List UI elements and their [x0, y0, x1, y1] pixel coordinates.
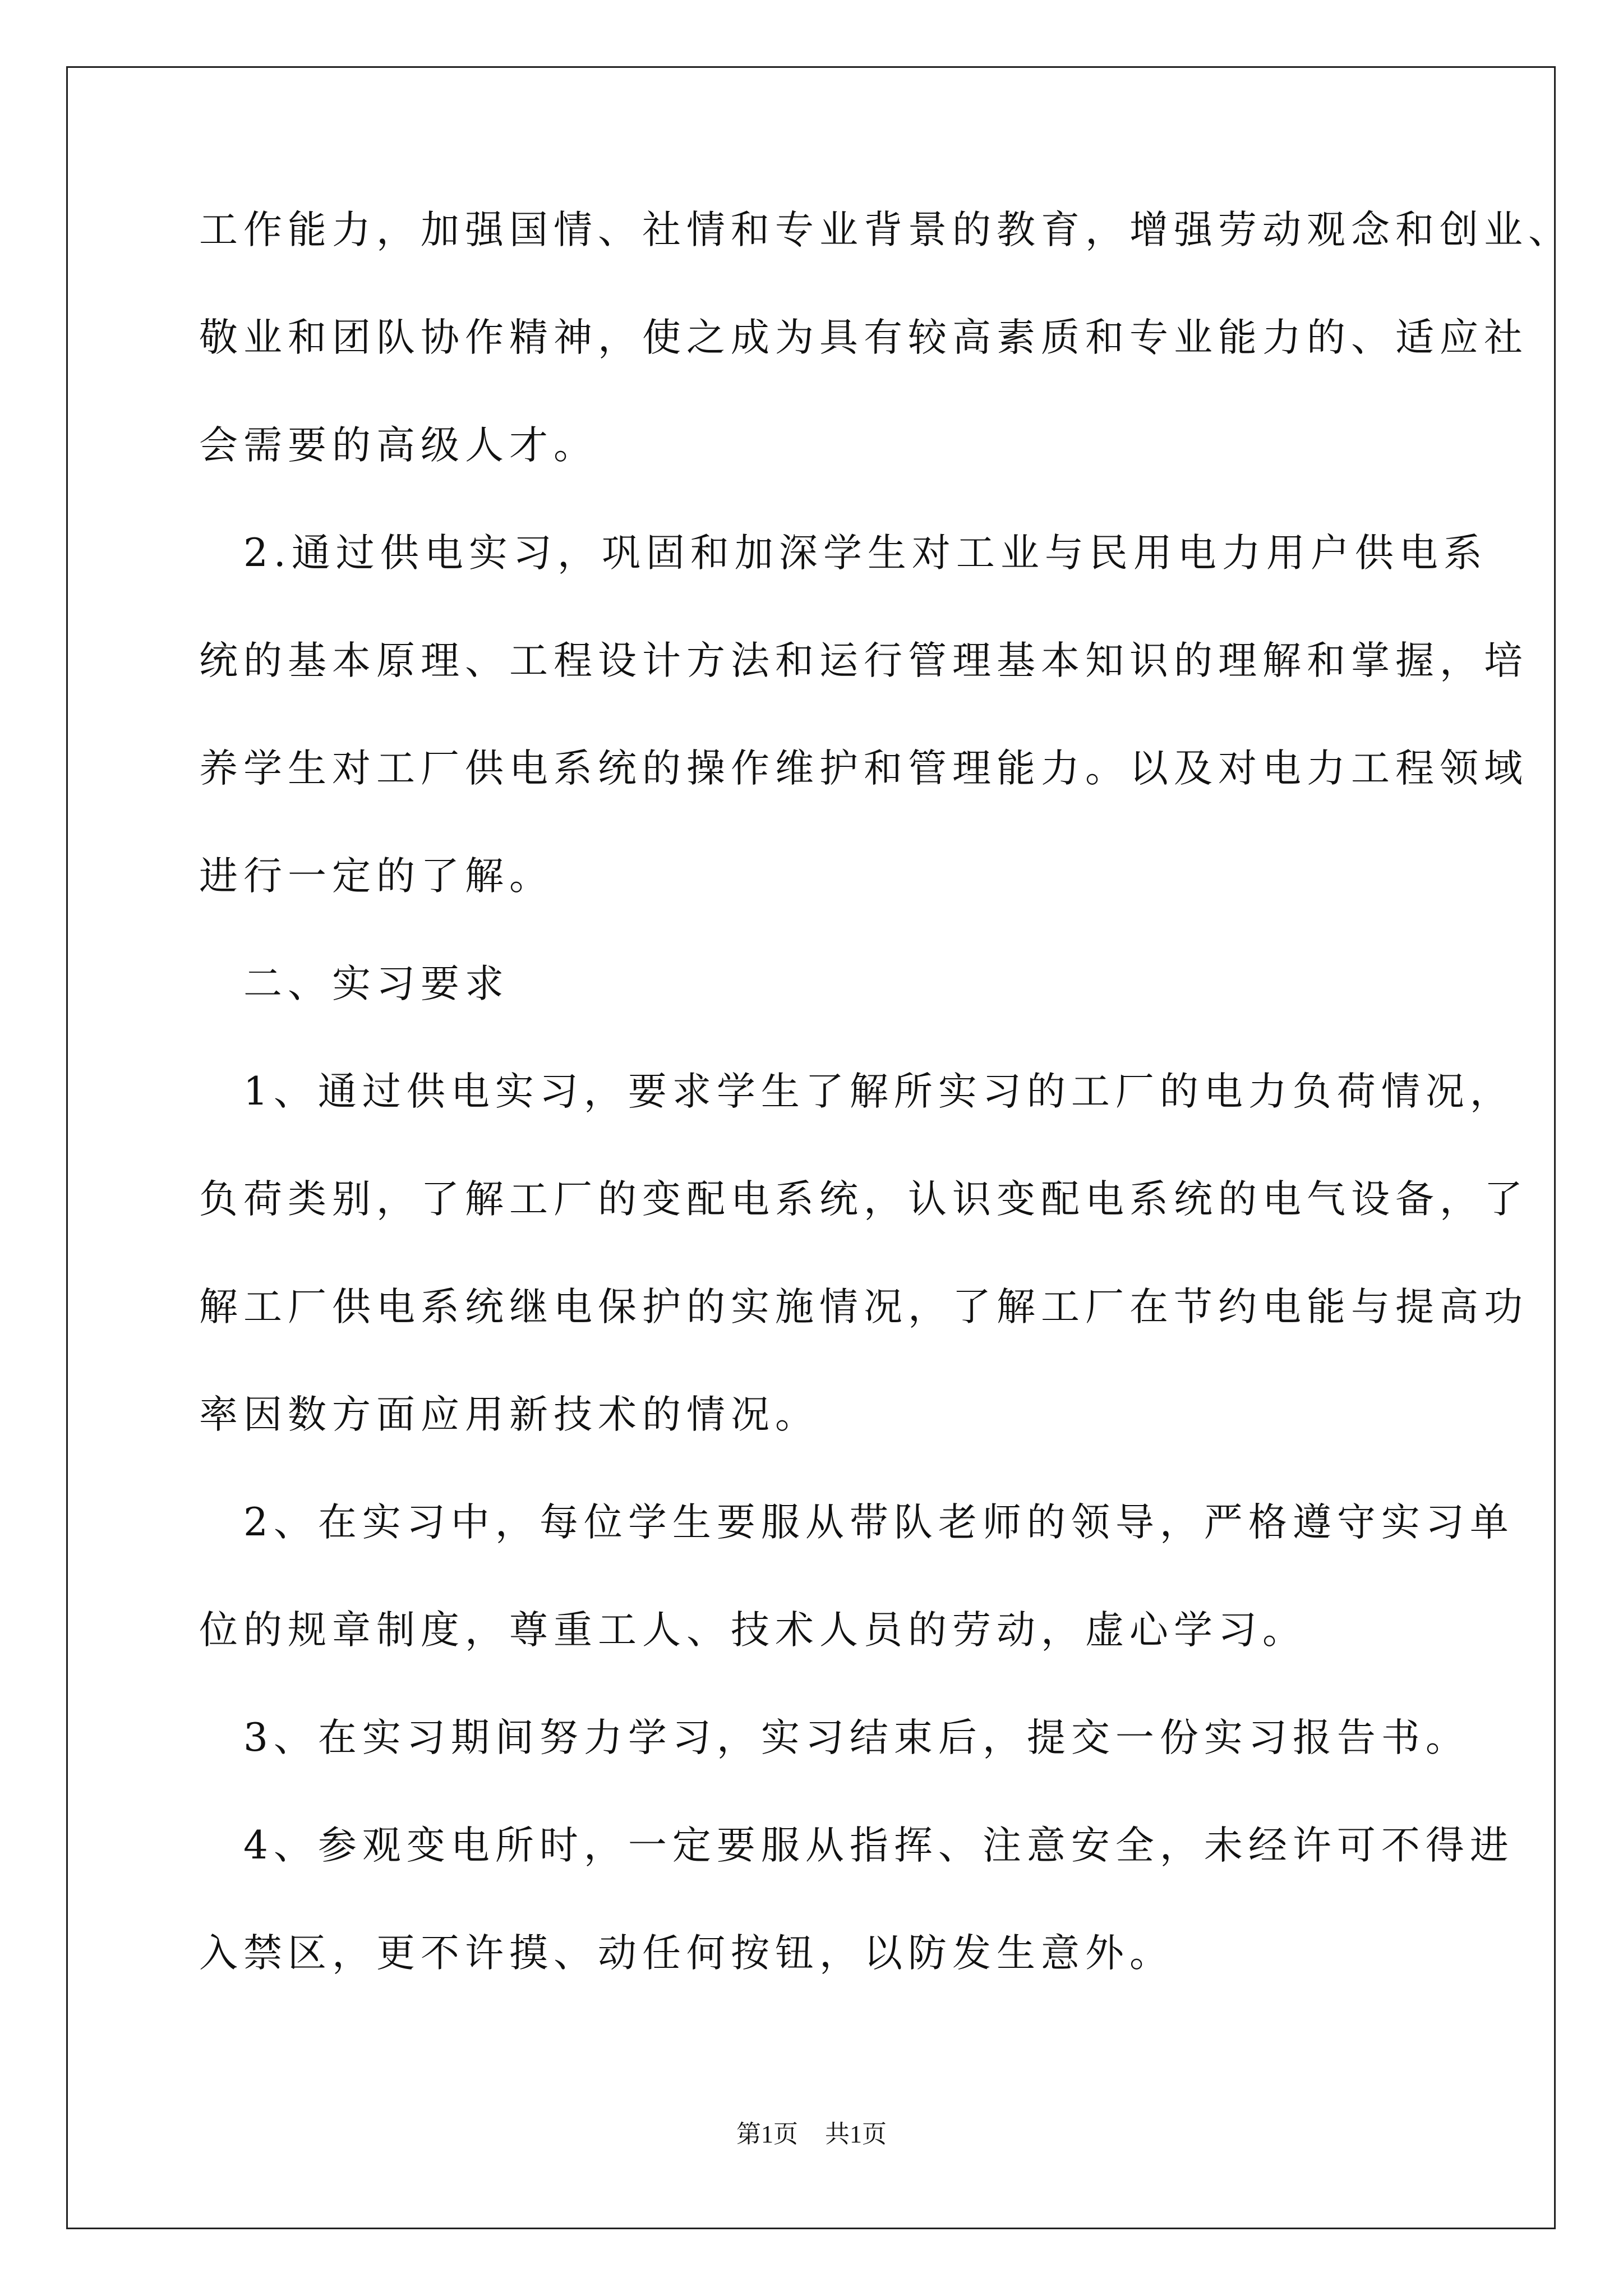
page-count: 共1页: [825, 2120, 887, 2148]
text-line: 负荷类别，了解工厂的变配电系统，认识变配电系统的电气设备，了: [199, 1177, 1528, 1222]
text-line: 敬业和团队协作精神，使之成为具有较高素质和专业能力的、适应社: [199, 315, 1528, 360]
text-line: 统的基本原理、工程设计方法和运行管理基本知识的理解和掌握，培: [199, 638, 1528, 683]
page-footer: [0, 2120, 1623, 2148]
text-line: 2、在实习中，每位学生要服从带队老师的领导，严格遵守实习单: [199, 1500, 1514, 1545]
text-line: 养学生对工厂供电系统的操作维护和管理能力。以及对电力工程领域: [199, 746, 1528, 791]
text-line: 1、通过供电实习，要求学生了解所实习的工厂的电力负荷情况，: [199, 1069, 1514, 1114]
text-line: 入禁区，更不许摸、动任何按钮，以防发生意外。: [199, 1931, 1174, 1976]
text-line: 会需要的高级人才。: [199, 423, 598, 468]
text-line: 率因数方面应用新技术的情况。: [199, 1392, 819, 1437]
page-border: [66, 66, 1556, 2229]
section-heading: 二、实习要求: [199, 961, 509, 1006]
page-number: 第1页: [736, 2120, 798, 2148]
text-line: 2.通过供电实习，巩固和加深学生对工业与民用电力用户供电系: [199, 531, 1488, 576]
text-line: 解工厂供电系统继电保护的实施情况，了解工厂在节约电能与提高功: [199, 1285, 1528, 1329]
text-line: 3、在实习期间努力学习，实习结束后，提交一份实习报告书。: [199, 1715, 1470, 1760]
text-line: 位的规章制度，尊重工人、技术人员的劳动，虚心学习。: [199, 1608, 1307, 1653]
text-line: 4、参观变电所时，一定要服从指挥、注意安全，未经许可不得进: [199, 1823, 1514, 1868]
text-line: 进行一定的了解。: [199, 854, 554, 899]
text-line: 工作能力，加强国情、社情和专业背景的教育，增强劳动观念和创业、: [199, 208, 1573, 252]
